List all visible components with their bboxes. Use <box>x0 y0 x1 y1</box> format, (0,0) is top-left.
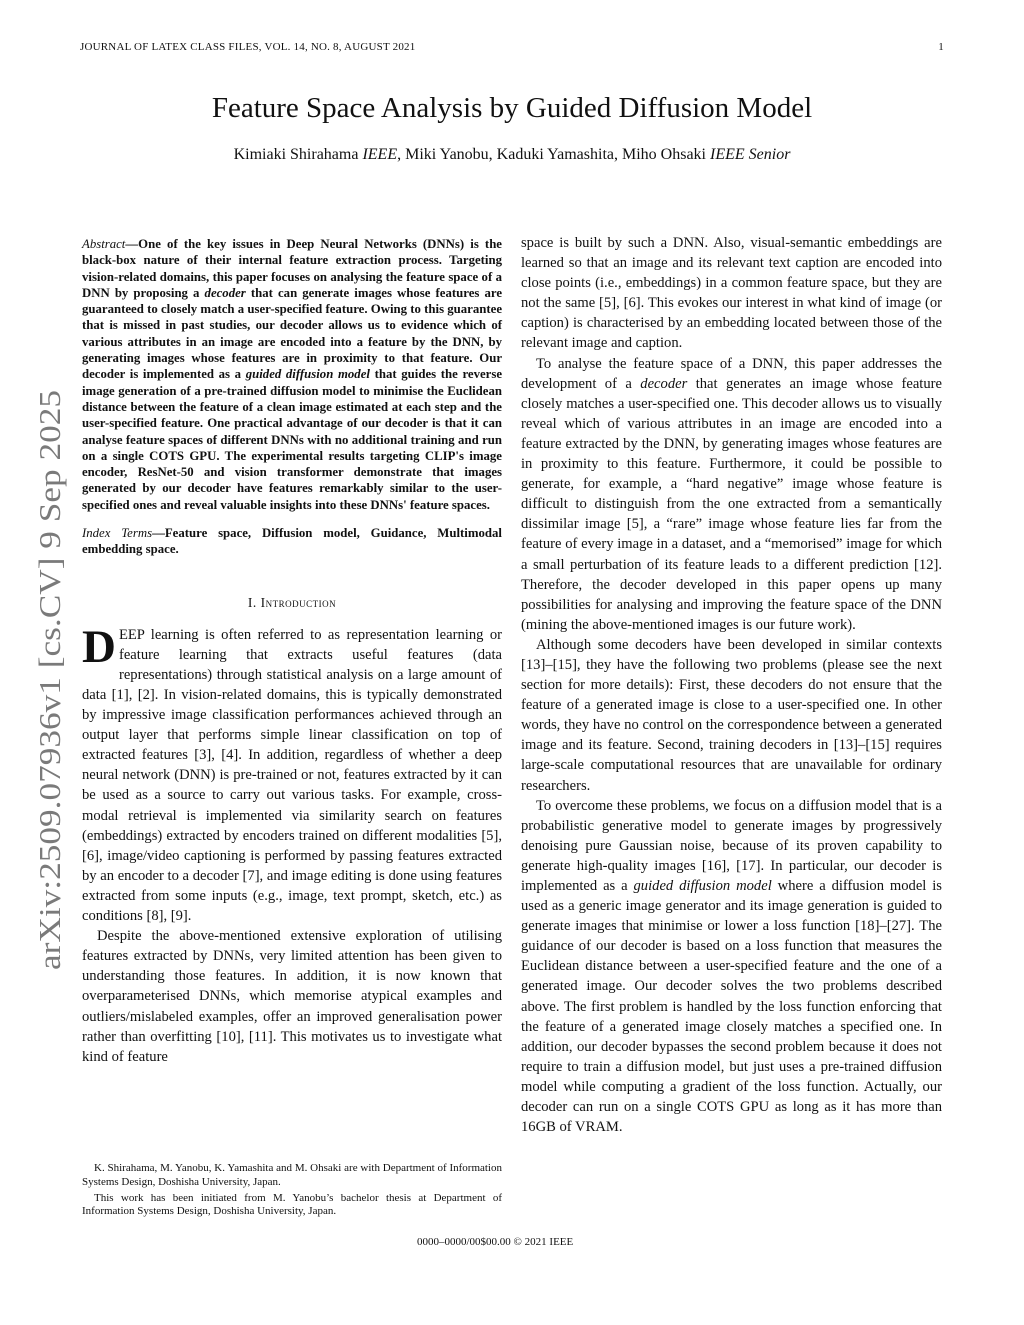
footnote-thesis: This work has been initiated from M. Yanobu’s bachelor thesis at Department of Information Systems Design, Doshisha University, Japan. <box>82 1191 502 1218</box>
left-column <box>82 236 502 1067</box>
intro-r2-em: decoder <box>640 375 688 392</box>
intro-paragraph-6 <box>521 796 942 1138</box>
right-column <box>521 233 942 1137</box>
intro-r4-em: guided diffusion model <box>633 878 772 894</box>
copyright-line: 0000–0000/00$00.00 © 2021 IEEE <box>417 1236 574 1248</box>
abstract <box>82 236 502 513</box>
index-terms <box>82 525 502 558</box>
footnote-affiliation: K. Shirahama, M. Yanobu, K. Yamashita and M. Ohsaki are with Department of Information Systems Design, Doshisha University, Japan. <box>82 1162 502 1188</box>
author-names-rest: , Miki Yanobu, Kaduki Yamashita, Miho Ohsaki <box>397 146 710 163</box>
abstract-text-a: —One of the key issues in Deep Neural Networks (DNNs) is the black-box nature of their internal feature extraction process. Targeting vision-related domains, this paper focuses on analysing the feature space of a DNN by proposing a <box>82 237 502 300</box>
running-head-text: JOURNAL OF LATEX CLASS FILES, VOL. 14, NO. 8, AUGUST 2021 <box>80 41 416 53</box>
index-terms-label: Index Terms <box>82 526 153 541</box>
abstract-label: Abstract <box>82 237 126 251</box>
index-terms-text: —Feature space, Diffusion model, Guidance, Multimodal embedding space. <box>82 526 502 557</box>
intro-r2-text-b: that generates an image whose feature closely matches a user-specified one. This decoder allows us to visually reveal which of various attributes in an image are encoded into a feature extracted by the DNN, by generating images whose features are in proximity to this feature. Furthermore, it could be possible to generate, for example, a “hard negative” image whose feature is difficult to distinguish from the one extracted from a semantically dissimilar image [5], a “rare” image whose feature lies far from the feature of every image in a dataset, and a “memorised” image for which a small perturbation of its feature leads to a different prediction [12]. Therefore, the decoder developed in this paper opens up many possibilities for analysing and improving the feature space of the DNN (mining the above-mentioned images is our future work). <box>521 375 942 633</box>
intro-r4-text-a: To overcome these problems, we focus on a diffusion model that is a probabilistic generative model to generate images by progressively denoising pure Gaussian noise, because of its proven capability to generate high-quality images [16], [17]. In particular, our decoder is implemented as a <box>521 797 942 894</box>
drop-cap: D <box>82 620 116 673</box>
abstract-text-c: that guides the reverse image generation of a pre-trained diffusion model to minimise the Euclidean distance between the feature of a clean image estimated at each step and the user-specified feature. One practical advantage of our decoder is that it can analyse feature spaces of different DNNs with no additional training and run on a single COTS GPU. The experimental results targeting CLIP's image encoder, ResNet-50 and vision transformer demonstrate that images generated by our decoder have features remarkably similar to the user-specified ones and reveal valuable insights into these DNNs' feature spaces. <box>82 367 502 512</box>
author-affiliation-2: IEEE Senior <box>710 146 791 163</box>
running-head <box>80 41 944 53</box>
intro-paragraph-4 <box>521 354 942 635</box>
arxiv-stamp-text: arXiv:2509.07936v1 [cs.CV] 9 Sep 2025 <box>32 460 67 970</box>
paper-title: Feature Space Analysis by Guided Diffusion Model <box>211 92 813 124</box>
page-number: 1 <box>938 41 944 53</box>
intro-paragraph-3: space is built by such a DNN. Also, visual-semantic embeddings are learned so that an image and its relevant text caption are encoded into close points (i.e., embeddings) in a common feature space, but they are not the same [5], [6]. This evokes our interest in what kind of image (or caption) is characterised by an embedding located between those of the relevant image and caption. <box>521 235 942 352</box>
intro-paragraph-5: Although some decoders have been developed in similar contexts [13]–[15], they have the following two problems (please see the next section for more details): First, these decoders do not ensure that the feature of a generated image is close to a user-specified one. In other words, they have no control on the correspondence between a generated image and its feature. Second, training decoders in [13]–[15] requires large-scale computational resources that are unavailable for ordinary researchers. <box>521 636 942 794</box>
abstract-em-a: decoder <box>204 285 246 300</box>
intro-p1-text: EEP learning is often referred to as representation learning or feature learning that extracts useful features (data representations) through statistical analysis on a large amount of data [1], [2]. In vision-related domains, this is typically demonstrated by impressive image classification performances achieved through an output layer that performs simple linear classification on top of extracted features [3], [4]. In addition, regardless of whether a deep neural network (DNN) is pre-trained or not, features extracted by it can be used as a source to carry out various tasks. For example, cross-modal retrieval is implemented via similarity search on features (embeddings) extracted by encoders trained on different modalities [5], [6], image/video captioning is performed by passing features extracted by an encoder to a decoder [7], and image editing is done using features extracted from some inputs (e.g., image, text prompt, sketch, etc.) as conditions [8], [9]. <box>82 626 502 925</box>
intro-paragraph-1 <box>82 620 502 926</box>
intro-r2-text-a: To analyse the feature space of a DNN, this paper addresses the development of a <box>521 355 942 392</box>
section-title: Introduction <box>260 594 337 610</box>
author-affiliation-1: IEEE <box>362 146 398 163</box>
author-line <box>0 146 1024 164</box>
intro-paragraph-2: Despite the above-mentioned extensive exploration of utilising features extracted by DNNs, very limited attention has been given to understanding those features. In addition, it is now known that overparameterised DNNs, which memorise atypical examples and outliers/mislabeled examples, offer an improved generalisation power rather than overfitting [10], [11]. This motivates us to investigate what kind of feature <box>82 928 502 1065</box>
section-numeral: I. <box>247 594 261 610</box>
intro-r4-text-b: where a diffusion model is used as a generic image generator and its image generation is guided to generate images that minimise or lower a loss function [18]–[27]. The guidance of our decoder is based on a loss function that measures the Euclidean distance between a user-specified feature and the one of a generated image. Our decoder solves the two problems described above. The first problem is handled by the loss function enforcing that the feature of a generated image closely matches a specified one. In addition, our decoder bypasses the second problem because it does not require to train a diffusion model, but just uses a pre-trained diffusion model while computing a gradient of the loss function. Actually, our decoder can run on a single COTS GPU as long as it has more than 16GB of VRAM. <box>521 878 942 1136</box>
author-name: Kimiaki Shirahama <box>233 146 359 163</box>
footnotes <box>82 1162 502 1221</box>
section-heading-introduction <box>82 593 502 613</box>
abstract-text-b: that can generate images whose features are guaranteed to closely match a user-specified feature. Owing to this guarantee that is missed in past studies, our decoder allows us to evidence which of various attributes in an image are encoded into a feature by the DNN, by generating images whose features are in proximity to that feature. Our decoder is implemented as a <box>82 285 502 382</box>
arxiv-stamp <box>12 380 72 980</box>
abstract-em-b: guided diffusion model <box>245 367 370 382</box>
